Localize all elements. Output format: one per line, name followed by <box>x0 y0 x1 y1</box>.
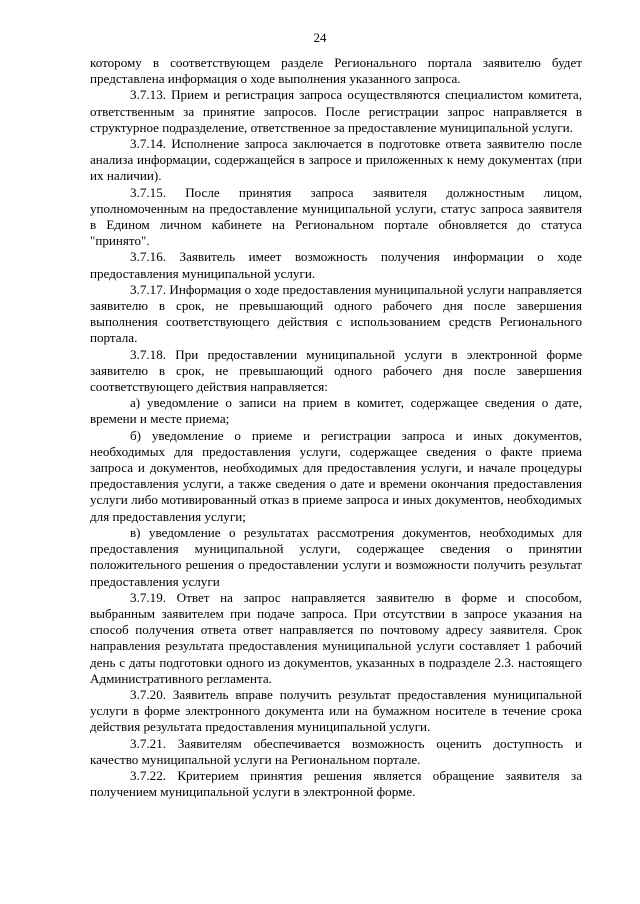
paragraph: 3.7.20. Заявитель вправе получить результат предоставления муниципальной услуги в форме электронного документа или на бумажном носителе в течение срока действия результата предоставления муниципальной услуги. <box>90 686 582 735</box>
paragraph: а) уведомление о записи на прием в комитет, содержащее сведения о дате, времени и месте приема; <box>90 395 582 427</box>
paragraph: которому в соответствующем разделе Регионального портала заявителю будет представлена информация о ходе выполнения указанного запроса. <box>90 55 582 87</box>
paragraph: 3.7.14. Исполнение запроса заключается в подготовке ответа заявителю после анализа информации, содержащейся в запросе и приложенных к нему документах (при их наличии). <box>90 136 582 184</box>
paragraph: 3.7.22. Критерием принятия решения является обращение заявителя за получением муниципальной услуги в электронной форме. <box>90 767 582 800</box>
paragraph: 3.7.15. После принятия запроса заявителя должностным лицом, уполномоченным на предоставление муниципальной услуги, статус запроса заявителя в Едином личном кабинете на Региональном портале обновляется до статуса "принято". <box>90 184 582 249</box>
document-body <box>90 55 582 800</box>
paragraph: б) уведомление о приеме и регистрации запроса и иных документов, необходимых для предоставления услуги, содержащее сведения о факте приема запроса и документов, необходимых для предоставления услуги, и начале процедуры предоставления услуги, а также сведения о дате и времени окончания предоставления услуги либо мотивированный отказ в приеме запроса и иных документов, необходимых для предоставления услуги; <box>90 427 582 524</box>
paragraph: 3.7.21. Заявителям обеспечивается возможность оценить доступность и качество муниципальной услуги на Региональном портале. <box>90 735 582 767</box>
paragraph: 3.7.16. Заявитель имеет возможность получения информации о ходе предоставления муниципальной услуги. <box>90 249 582 281</box>
paragraph: 3.7.17. Информация о ходе предоставления муниципальной услуги направляется заявителю в срок, не превышающий одного рабочего дня после завершения выполнения соответствующего действия с использованием средств Регионального портала. <box>90 281 582 346</box>
paragraph: 3.7.19. Ответ на запрос направляется заявителю в форме и способом, выбранным заявителем при подаче запроса. При отсутствии в запросе указания на способ получения ответа ответ направляется по почтовому адресу заявителя. Срок направления результата предоставления муниципальной услуги составляет 1 рабочий день с даты подготовки одного из документов, указанных в подразделе 2.3. настоящего Административного регламента. <box>90 589 582 686</box>
paragraph: 3.7.13. Прием и регистрация запроса осуществляются специалистом комитета, ответственным за принятие запросов. После регистрации запрос направляется в структурное подразделение, ответственное за предоставление муниципальной услуги. <box>90 87 582 135</box>
paragraph: в) уведомление о результатах рассмотрения документов, необходимых для предоставления муниципальной услуги, содержащее сведения о принятии положительного решения о предоставлении услуги и возможности получить результат предоставления услуги <box>90 524 582 589</box>
paragraph: 3.7.18. При предоставлении муниципальной услуги в электронной форме заявителю в срок, не превышающий одного рабочего дня после завершения соответствующего действия направляется: <box>90 346 582 395</box>
page-number: 24 <box>313 30 327 45</box>
